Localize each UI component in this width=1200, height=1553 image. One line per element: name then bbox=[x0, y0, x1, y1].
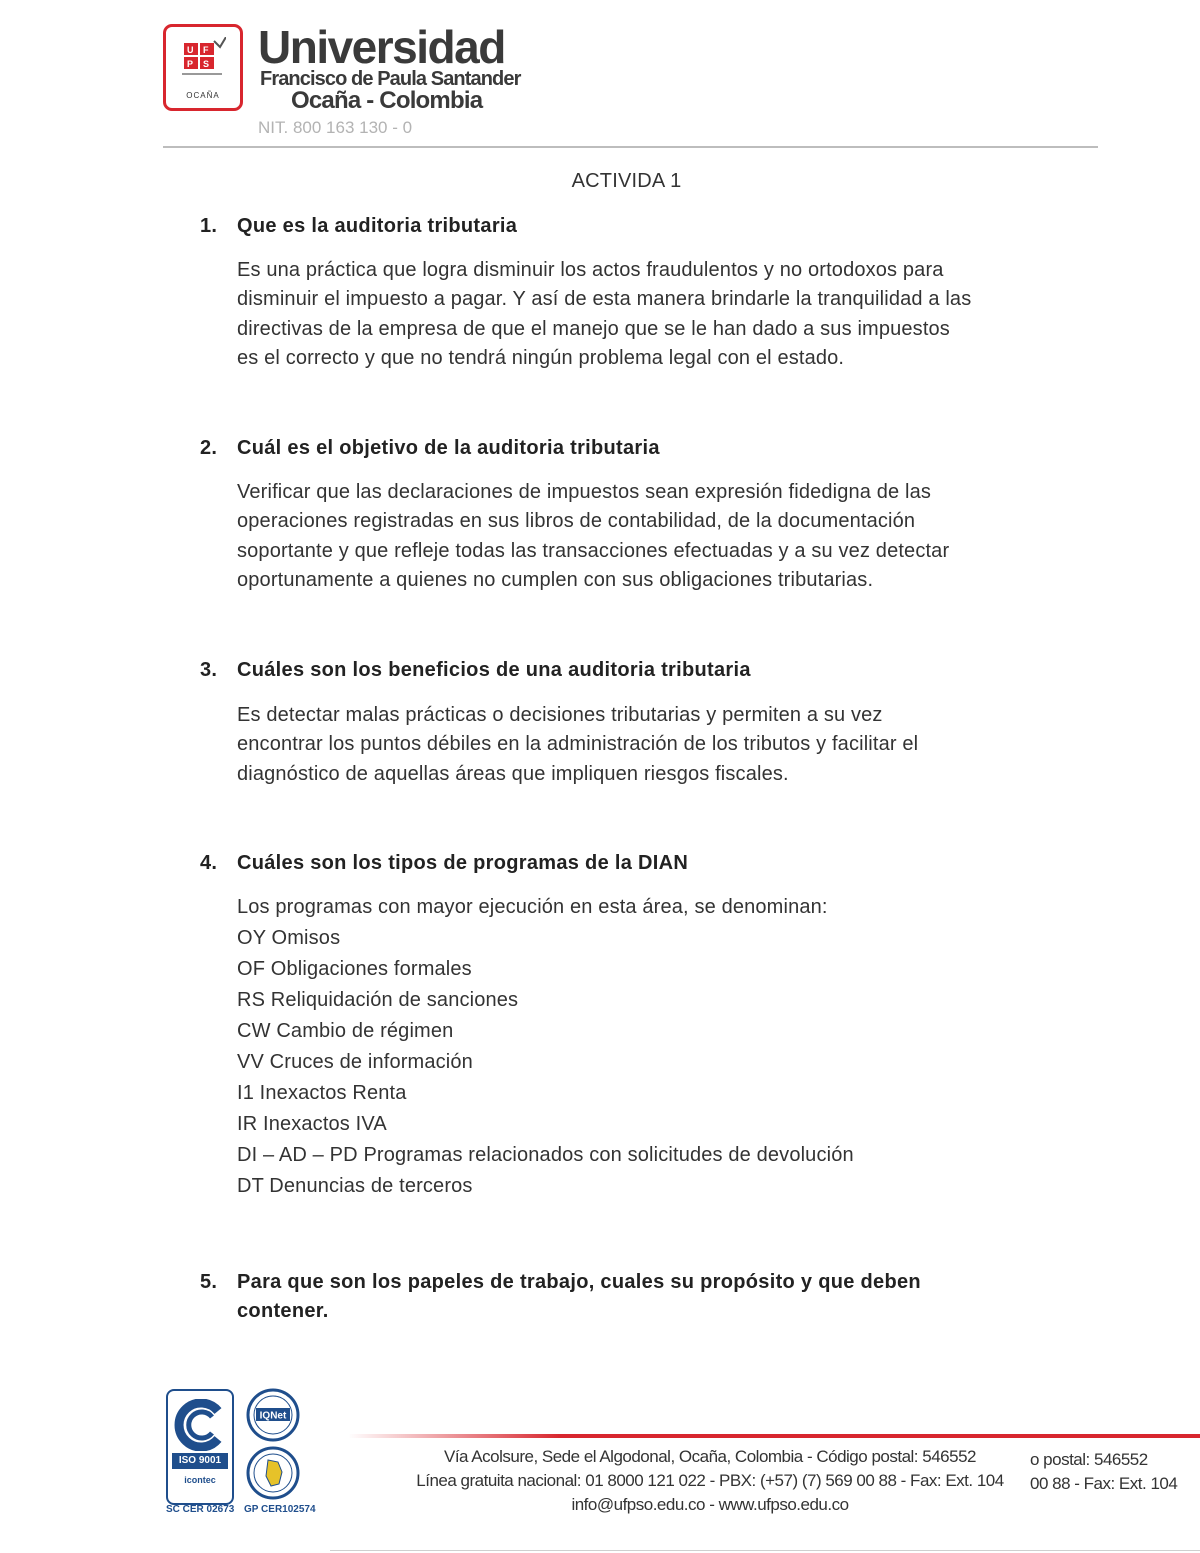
answer-line: directivas de la empresa de que el manejo que se le han dado a sus impuestos bbox=[237, 317, 950, 340]
list-item: I1 Inexactos Renta bbox=[237, 1082, 407, 1104]
list-item: OY Omisos bbox=[237, 927, 341, 949]
university-title: Universidad bbox=[258, 21, 505, 73]
question-text: Cuáles son los tipos de programas de la DIAN bbox=[237, 852, 689, 874]
svg-text:S: S bbox=[203, 59, 210, 69]
university-logo bbox=[163, 24, 243, 111]
list-item: OF Obligaciones formales bbox=[237, 958, 472, 980]
icontec-c-icon bbox=[174, 1399, 228, 1451]
university-subtitle: Francisco de Paula Santander bbox=[260, 68, 521, 90]
nit-number: NIT. 800 163 130 - 0 bbox=[258, 118, 413, 137]
iqnet-seal-icon bbox=[246, 1388, 300, 1442]
footer-duplicate-line: 00 88 - Fax: Ext. 104 bbox=[1030, 1474, 1178, 1493]
answer-line: operaciones registradas en sus libros de contabilidad, de la documentación bbox=[237, 510, 916, 533]
answer-line: disminuir el impuesto a pagar. Y así de esta manera brindarle la tranquilidad a las bbox=[237, 288, 972, 311]
icontec-label: icontec bbox=[184, 1475, 216, 1485]
list-item: DI – AD – PD Programas relacionados con solicitudes de devolución bbox=[237, 1144, 854, 1166]
answer-line: encontrar los puntos débiles en la administración de los tributos y facilitar el bbox=[237, 733, 919, 756]
question-text: Cuáles son los beneficios de una auditoria tributaria bbox=[237, 659, 751, 681]
svg-text:U: U bbox=[187, 45, 194, 55]
answer-line: diagnóstico de aquellas áreas que impliquen riesgos fiscales. bbox=[237, 762, 789, 785]
question-5 bbox=[200, 1268, 1080, 1326]
list-item: IR Inexactos IVA bbox=[237, 1113, 387, 1135]
footer-phone: Línea gratuita nacional: 01 8000 121 022 - PBX: (+57) (7) 569 00 88 - Fax: Ext. 104 bbox=[416, 1471, 1004, 1490]
footer-divider bbox=[348, 1434, 1200, 1438]
question-text: Cuál es el objetivo de la auditoria tributaria bbox=[237, 437, 660, 459]
list-item: RS Reliquidación de sanciones bbox=[237, 989, 519, 1011]
answer-line: soportante y que refleje todas las transacciones efectuadas y a su vez detectar bbox=[237, 539, 950, 562]
list-item: DT Denuncias de terceros bbox=[237, 1175, 473, 1197]
header-divider bbox=[163, 146, 1098, 148]
list-intro: Los programas con mayor ejecución en esta área, se denominan: bbox=[237, 896, 828, 918]
certificate-sc: SC CER 02673 bbox=[166, 1504, 235, 1515]
svg-text:P: P bbox=[187, 59, 194, 69]
answer-2 bbox=[237, 478, 1097, 595]
government-seal-icon bbox=[246, 1446, 300, 1500]
answer-line: Es detectar malas prácticas o decisiones tributarias y permiten a su vez bbox=[237, 704, 883, 726]
answer-3 bbox=[237, 701, 1097, 789]
question-text-line: Para que son los papeles de trabajo, cuales su propósito y que deben bbox=[237, 1271, 921, 1293]
certificate-gp: GP CER102574 bbox=[244, 1504, 316, 1515]
logo-caption: OCAÑA bbox=[186, 91, 220, 100]
question-2 bbox=[200, 434, 1080, 463]
question-text: Que es la auditoria tributaria bbox=[237, 215, 518, 237]
question-1 bbox=[200, 212, 1080, 241]
question-number: 2. bbox=[200, 437, 218, 459]
list-item: CW Cambio de régimen bbox=[237, 1020, 454, 1042]
bottom-divider bbox=[330, 1550, 1200, 1551]
answer-line: es el correcto y que no tendrá ningún problema legal con el estado. bbox=[237, 346, 845, 369]
footer-web: info@ufpso.edu.co - www.ufpso.edu.co bbox=[571, 1495, 849, 1514]
dian-programs-list bbox=[237, 892, 1097, 1202]
answer-line: Verificar que las declaraciones de impuestos sean expresión fidedigna de las bbox=[237, 481, 932, 503]
iqnet-label: IQNet bbox=[259, 1410, 287, 1422]
list-item: VV Cruces de información bbox=[237, 1051, 473, 1073]
svg-text:F: F bbox=[203, 45, 209, 55]
question-number: 3. bbox=[200, 659, 218, 681]
footer-address: Vía Acolsure, Sede el Algodonal, Ocaña, Colombia - Código postal: 546552 bbox=[444, 1447, 976, 1466]
iso-label: ISO 9001 bbox=[172, 1453, 228, 1469]
university-location: Ocaña - Colombia bbox=[291, 87, 483, 114]
ufps-emblem-icon bbox=[180, 37, 226, 87]
question-number: 1. bbox=[200, 215, 218, 237]
question-number: 5. bbox=[200, 1271, 218, 1293]
answer-1 bbox=[237, 256, 1097, 373]
document-title: ACTIVIDA 1 bbox=[571, 170, 682, 192]
footer-duplicate-line: o postal: 546552 bbox=[1030, 1450, 1148, 1469]
question-3 bbox=[200, 656, 1080, 685]
answer-line: oportunamente a quienes no cumplen con sus obligaciones tributarias. bbox=[237, 568, 874, 591]
answer-line: Es una práctica que logra disminuir los actos fraudulentos y no ortodoxos para bbox=[237, 259, 944, 281]
question-number: 4. bbox=[200, 852, 218, 874]
question-4 bbox=[200, 849, 1080, 878]
question-text-line: contener. bbox=[237, 1300, 329, 1322]
iso-9001-badge bbox=[166, 1389, 234, 1505]
